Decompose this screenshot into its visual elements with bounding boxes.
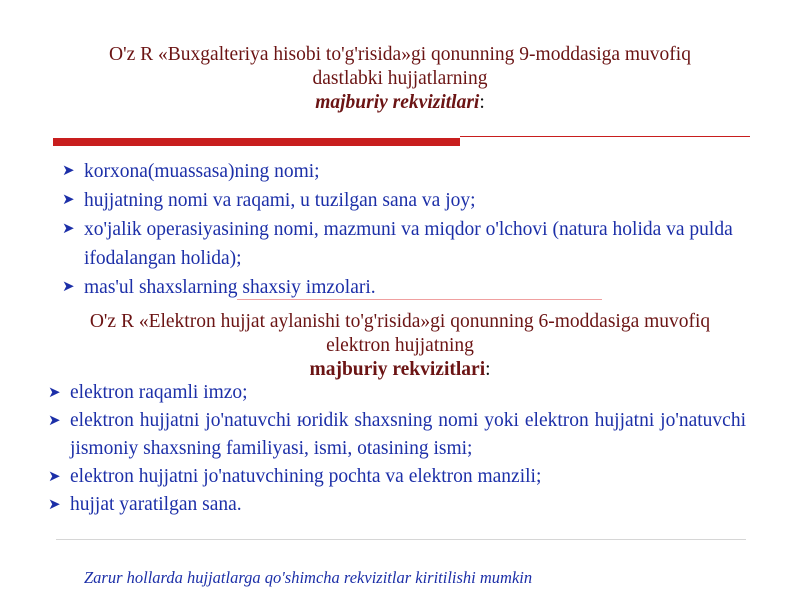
list-item xyxy=(48,463,746,491)
section1-heading-emphasis-row xyxy=(40,91,760,115)
list-item xyxy=(48,379,746,407)
red-accent-bar xyxy=(53,138,460,146)
list-item xyxy=(48,407,746,463)
list-item xyxy=(62,186,754,215)
list-item xyxy=(62,273,754,302)
section2-heading xyxy=(40,310,760,382)
list-item-text: hujjatning nomi va raqami, u tuzilgan sana va joy; xyxy=(84,190,476,211)
pink-divider-line xyxy=(237,299,602,300)
arrow-bullet-icon: ➤ xyxy=(62,192,75,208)
arrow-bullet-icon: ➤ xyxy=(62,221,75,237)
list-item-text: elektron hujjatni jo'natuvchi юridik shaxsning nomi yoki elektron hujjatni jo'natuvchi jismoniy shaxsning familiyasi, ismi, otasining ismi; xyxy=(70,410,746,459)
section1-heading-colon: : xyxy=(479,92,485,113)
arrow-bullet-icon: ➤ xyxy=(62,279,75,295)
footnote: Zarur hollarda hujjatlarga qo'shimcha rekvizitlar kiritilishi mumkin xyxy=(84,568,533,587)
section1-heading-line1: O'z R «Buxgalteriya hisobi to'g'risida»gi qonunning 9-moddasiga muvofiq xyxy=(109,44,691,65)
list-item xyxy=(48,491,746,519)
section2-heading-emphasis: majburiy rekvizitlari xyxy=(309,359,486,380)
list-item-text: elektron hujjatni jo'natuvchining pochta va elektron manzili; xyxy=(70,466,542,487)
section2-heading-line1: O'z R «Elektron hujjat aylanishi to'g'risida»gi qonunning 6-moddasiga muvofiq xyxy=(89,311,711,332)
section2-heading-line2: elektron hujjatning xyxy=(326,335,474,356)
arrow-bullet-icon: ➤ xyxy=(48,385,61,401)
list-item-text: hujjat yaratilgan sana. xyxy=(70,494,242,515)
arrow-bullet-icon: ➤ xyxy=(48,469,61,485)
grey-divider-line xyxy=(56,539,746,540)
red-divider-line xyxy=(460,136,750,137)
list-item xyxy=(62,157,754,186)
section1-heading xyxy=(40,43,760,115)
arrow-bullet-icon: ➤ xyxy=(48,497,61,513)
arrow-bullet-icon: ➤ xyxy=(48,413,61,429)
list-item-text: korxona(muassasa)ning nomi; xyxy=(84,161,320,182)
section2-heading-colon: : xyxy=(485,359,491,380)
arrow-bullet-icon: ➤ xyxy=(62,163,75,179)
list-item-text: mas'ul shaxslarning shaxsiy imzolari. xyxy=(84,277,376,298)
list-item-text: elektron raqamli imzo; xyxy=(70,382,248,403)
section1-heading-line2: dastlabki hujjatlarning xyxy=(312,68,488,89)
section2-list xyxy=(48,379,746,519)
section1-heading-emphasis: majburiy rekvizitlari xyxy=(315,92,480,113)
list-item xyxy=(62,215,754,273)
section1-list xyxy=(62,157,754,302)
list-item-text: xo'jalik operasiyasining nomi, mazmuni va miqdor o'lchovi (natura holida va pulda ifodalangan holida); xyxy=(84,219,733,269)
